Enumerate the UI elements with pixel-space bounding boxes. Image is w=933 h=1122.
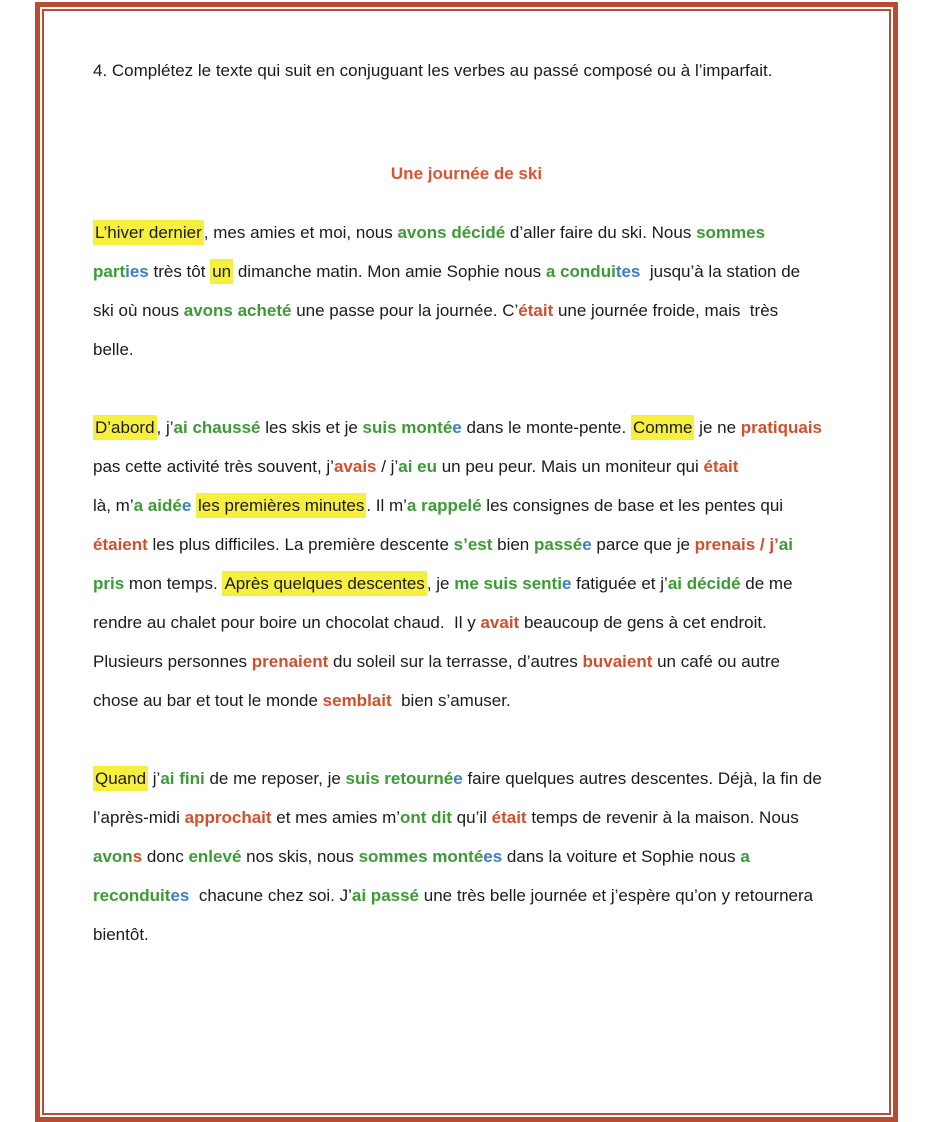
imparfait-verb: prenaient xyxy=(251,652,329,671)
passe-compose-verb: passé xyxy=(533,535,583,554)
text-segment: du soleil sur la terrasse, d’autres xyxy=(328,652,583,671)
agreement-ending: e xyxy=(582,535,592,554)
highlighted-text: D’abord xyxy=(93,415,157,440)
text-segment: les skis et je xyxy=(260,418,363,437)
text-segment: l’après-midi xyxy=(93,808,185,827)
imparfait-verb: semblait xyxy=(322,691,392,710)
text-segment: mon temps. xyxy=(124,574,223,593)
passe-compose-verb: ai décidé xyxy=(667,574,741,593)
passe-compose-verb: me suis senti xyxy=(454,574,562,593)
imparfait-verb: pratiquais xyxy=(740,418,823,437)
text-segment: / j’ xyxy=(376,457,399,476)
text-segment: fatiguée et j’ xyxy=(571,574,668,593)
passe-compose-verb: ai fini xyxy=(160,769,205,788)
agreement-ending: es xyxy=(483,847,503,866)
passe-compose-verb: s’est xyxy=(453,535,493,554)
text-segment: nos skis, nous xyxy=(241,847,359,866)
text-segment: pas cette activité très souvent, j’ xyxy=(93,457,334,476)
text-segment: là, m’ xyxy=(93,496,134,515)
text-segment: bien xyxy=(492,535,534,554)
passe-compose-verb: part xyxy=(93,262,126,281)
text-segment: chose au bar et tout le monde xyxy=(93,691,323,710)
highlighted-text: un xyxy=(210,259,233,284)
text-segment: qu’il xyxy=(451,808,492,827)
text-line xyxy=(93,564,840,603)
text-segment: une passe pour la journée. C’ xyxy=(291,301,519,320)
text-line xyxy=(93,876,840,915)
passe-compose-verb: pris xyxy=(93,574,125,593)
text-line xyxy=(93,759,840,798)
passe-compose-verb: a condui xyxy=(545,262,616,281)
text-segment: chacune chez soi. J’ xyxy=(189,886,352,905)
text-line xyxy=(93,330,840,369)
passe-compose-verb: ai chaussé xyxy=(173,418,261,437)
page-border-outer xyxy=(35,2,898,1122)
text-line xyxy=(93,603,840,642)
text-line xyxy=(93,408,840,447)
text-line xyxy=(93,642,840,681)
imparfait-verb: approchait xyxy=(184,808,272,827)
text-segment: parce que je xyxy=(591,535,695,554)
text-segment: dans la voiture et Sophie nous xyxy=(502,847,741,866)
passe-compose-verb: a rappelé xyxy=(406,496,482,515)
text-segment: rendre au chalet pour boire un chocolat chaud. Il y xyxy=(93,613,481,632)
imparfait-verb: prenais / j’ xyxy=(694,535,779,554)
agreement-ending: e xyxy=(453,769,463,788)
text-segment: beaucoup de gens à cet endroit. xyxy=(519,613,767,632)
imparfait-verb: était xyxy=(491,808,527,827)
agreement-ending: tes xyxy=(615,262,641,281)
text-segment: , j’ xyxy=(156,418,174,437)
passe-compose-verb: suis monté xyxy=(362,418,453,437)
passe-compose-verb: avons décidé xyxy=(397,223,506,242)
highlighted-text: Comme xyxy=(631,415,695,440)
text-segment: une journée froide, mais très xyxy=(553,301,779,320)
text-line xyxy=(93,252,840,291)
text-segment: un peu peur. Mais un moniteur qui xyxy=(436,457,704,476)
text-segment: , je xyxy=(426,574,455,593)
passe-compose-verb: avon xyxy=(93,847,133,866)
text-segment: faire quelques autres descentes. Déjà, la fin de xyxy=(462,769,822,788)
imparfait-verb: buvaient xyxy=(582,652,653,671)
text-segment: belle. xyxy=(93,340,134,359)
highlighted-text: Quand xyxy=(93,766,148,791)
text-segment: bientôt. xyxy=(93,925,149,944)
passe-compose-verb: a aidé xyxy=(133,496,182,515)
passe-compose-verb: enlevé xyxy=(188,847,242,866)
agreement-ending: e xyxy=(181,496,192,515)
text-segment: bien s’amuser. xyxy=(391,691,511,710)
text-line xyxy=(93,915,840,954)
text-line xyxy=(93,213,840,252)
highlighted-text: Après quelques descentes xyxy=(222,571,426,596)
text-line xyxy=(93,837,840,876)
text-segment: les consignes de base et les pentes qui xyxy=(481,496,784,515)
text-segment: dans le monte-pente. xyxy=(461,418,631,437)
text-segment: je ne xyxy=(694,418,741,437)
text-segment: Plusieurs personnes xyxy=(93,652,252,671)
passe-compose-verb: sommes xyxy=(696,223,766,242)
passe-compose-verb: a xyxy=(740,847,750,866)
text-segment: d’aller faire du ski. Nous xyxy=(505,223,697,242)
text-segment: jusqu’à la station de xyxy=(640,262,801,281)
highlighted-text: les premières minutes xyxy=(196,493,366,518)
paragraph xyxy=(93,759,840,954)
exercise-instruction: 4. Complétez le texte qui suit en conjuguant les verbes au passé composé ou à l’imparfait. xyxy=(93,61,773,80)
text-segment: une très belle journée et j’espère qu’on y retournera xyxy=(419,886,814,905)
text-segment: ski où nous xyxy=(93,301,184,320)
imparfait-verb: étaient xyxy=(93,535,148,554)
text-segment: de me xyxy=(740,574,793,593)
agreement-ending: es xyxy=(170,886,190,905)
text-segment: j’ xyxy=(148,769,161,788)
imparfait-verb: s xyxy=(132,847,143,866)
text-segment: un café ou autre xyxy=(652,652,780,671)
text-segment: dimanche matin. Mon amie Sophie nous xyxy=(233,262,546,281)
agreement-ending: ies xyxy=(125,262,149,281)
text-line xyxy=(93,798,840,837)
paragraph xyxy=(93,408,840,720)
passe-compose-verb: ai xyxy=(778,535,793,554)
paragraph xyxy=(93,213,840,369)
passe-compose-verb: ai eu xyxy=(398,457,437,476)
imparfait-verb: avait xyxy=(480,613,520,632)
imparfait-verb: avais xyxy=(333,457,377,476)
text-line xyxy=(93,525,840,564)
passe-compose-verb: ont dit xyxy=(400,808,452,827)
agreement-ending: e xyxy=(561,574,572,593)
text-line xyxy=(93,681,840,720)
text-line xyxy=(93,486,840,525)
page-content xyxy=(44,11,889,954)
text-segment: , mes amies et moi, nous xyxy=(203,223,398,242)
text-segment: donc xyxy=(142,847,189,866)
text-segment: . Il m’ xyxy=(366,496,407,515)
imparfait-verb: était xyxy=(518,301,554,320)
passe-compose-verb: suis retourné xyxy=(345,769,454,788)
text-title: Une journée de ski xyxy=(390,164,543,183)
passe-compose-verb: reconduit xyxy=(93,886,171,905)
text-line xyxy=(93,291,840,330)
text-segment: les plus difficiles. La première descente xyxy=(147,535,454,554)
passe-compose-verb: sommes monté xyxy=(358,847,484,866)
text-segment: et mes amies m’ xyxy=(271,808,401,827)
page-border-inner xyxy=(42,9,891,1115)
text-segment: très tôt xyxy=(148,262,211,281)
text-segment: de me reposer, je xyxy=(204,769,346,788)
passe-compose-verb: ai passé xyxy=(351,886,420,905)
exercise-text xyxy=(93,213,840,954)
highlighted-text: L’hiver dernier xyxy=(93,220,204,245)
imparfait-verb: était xyxy=(703,457,739,476)
passe-compose-verb: avons acheté xyxy=(183,301,292,320)
text-segment: temps de revenir à la maison. Nous xyxy=(526,808,799,827)
text-line xyxy=(93,447,840,486)
agreement-ending: e xyxy=(452,418,462,437)
